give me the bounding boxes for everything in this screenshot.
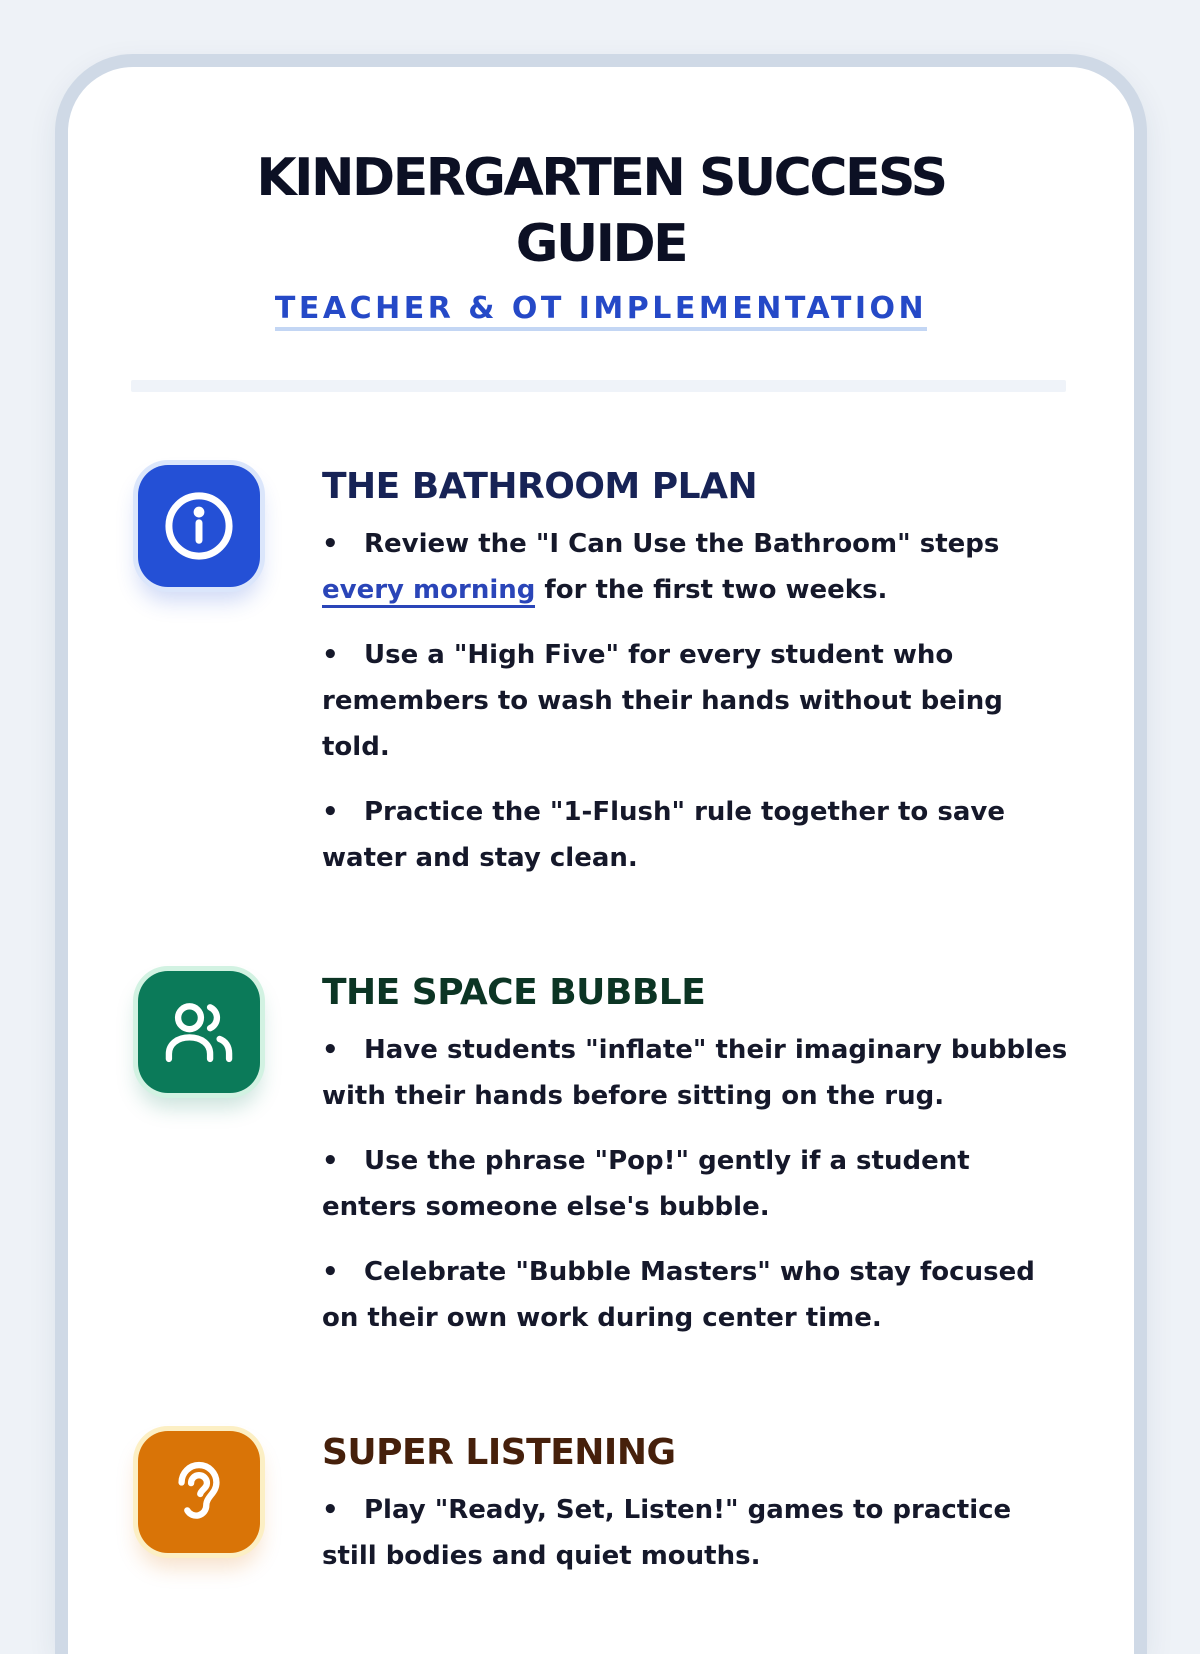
every-morning-link[interactable]: every morning <box>322 575 535 608</box>
list-item: • Review the "I Can Use the Bathroom" steps every morning for the first two weeks. <box>322 521 1068 613</box>
list-item: • Celebrate "Bubble Masters" who stay focused on their own work during center time. <box>322 1249 1068 1341</box>
header-divider <box>131 380 1066 392</box>
bullet-icon: • <box>322 529 339 559</box>
bullet-icon: • <box>322 1495 339 1525</box>
list-item: • Have students "inflate" their imaginary bubbles with their hands before sitting on the rug. <box>322 1027 1068 1119</box>
section-body <box>322 465 1068 900</box>
list-item: • Use the phrase "Pop!" gently if a student enters someone else's bubble. <box>322 1138 1068 1230</box>
page-subtitle: TEACHER & OT IMPLEMENTATION <box>275 291 927 331</box>
bullet-list <box>322 1027 1068 1341</box>
bullet-icon: • <box>322 1035 339 1065</box>
header <box>68 145 1134 331</box>
bullet-list <box>322 521 1068 881</box>
list-item: • Use a "High Five" for every student who remembers to wash their hands without being told. <box>322 632 1068 770</box>
section-body <box>322 1431 1068 1598</box>
bullet-icon: • <box>322 640 339 670</box>
guide-card <box>55 54 1147 1654</box>
section-title: SUPER LISTENING <box>322 1432 676 1473</box>
list-item: • Play "Ready, Set, Listen!" games to practice still bodies and quiet mouths. <box>322 1487 1068 1579</box>
section-title: THE SPACE BUBBLE <box>322 972 706 1013</box>
bullet-list <box>322 1487 1068 1579</box>
users-icon <box>138 971 260 1093</box>
section-body <box>322 971 1068 1360</box>
bullet-icon: • <box>322 1257 339 1287</box>
bullet-icon: • <box>322 1146 339 1176</box>
bullet-icon: • <box>322 797 339 827</box>
list-item: • Practice the "1-Flush" rule together to save water and stay clean. <box>322 789 1068 881</box>
page-title: KINDERGARTEN SUCCESS GUIDE <box>256 148 946 274</box>
ear-icon <box>138 1431 260 1553</box>
section-title: THE BATHROOM PLAN <box>322 466 758 507</box>
info-icon <box>138 465 260 587</box>
